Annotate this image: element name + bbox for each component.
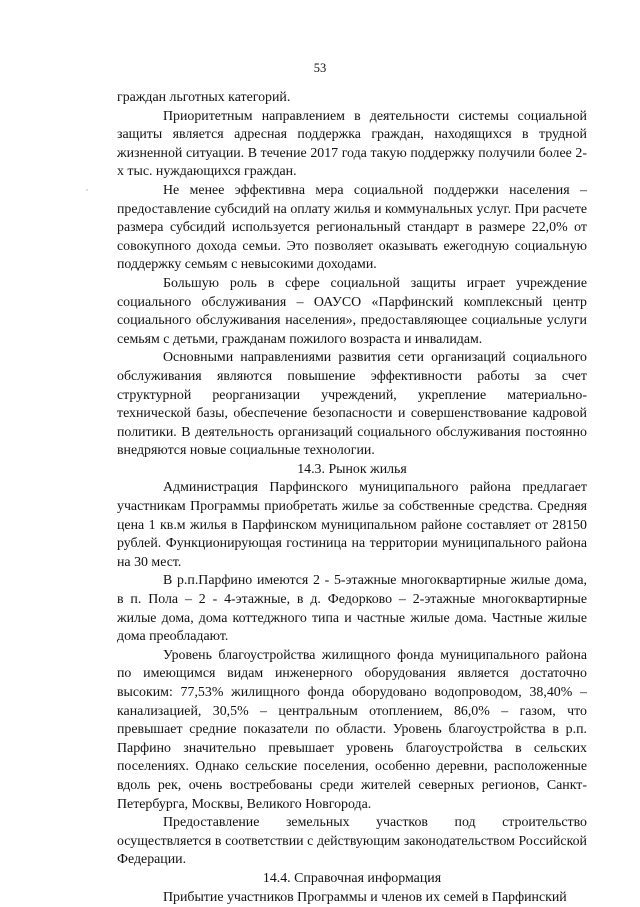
section-heading-housing-market: 14.3. Рынок жилья [297,461,407,477]
paragraph-housing-offer: Администрация Парфинского муниципального района предлагает участникам Программы приобретать жилье за собственные средства. Средняя цена 1 кв.м жилья в Парфинском муниципальном районе составляет от 28150 рублей. Функционирующая гостиница на территории муниципального района на 30 мест. [117,480,587,570]
paragraph-targeted-support: Приоритетным направлением в деятельности системы социальной защиты является адресная поддержка граждан, находящихся в трудной жизненной ситуации. В течение 2017 года такую поддержку получили более 2-х тыс. нуждающихся граждан. [117,108,587,180]
paragraph-social-service-center: Большую роль в сфере социальной защиты играет учреждение социального обслуживания – ОАУСО «Парфинский комплексный центр социального обслуживания населения», предоставляющее социальные услуги семьям с детьми, гражданам пожилого возраста и инвалидам. [117,275,587,347]
paragraph-land-plots: Предоставление земельных участков под строительство осуществляется в соответствии с действующим законодательством Российской Федерации. [117,815,587,868]
page-body [117,89,587,907]
scan-mark: , [86,183,88,192]
paragraph-arrival: Прибытие участников Программы и членов их семей в Парфинский [163,889,567,905]
paragraph-continuation: граждан льготных категорий. [117,90,291,105]
paragraph-amenities-level: Уровень благоустройства жилищного фонда муниципального района по имеющимся видам инженерного оборудования является достаточно высоким: 77,53% жилищного фонда оборудовано водопроводом, 38,40% – канализацией, 30,5% – центральным отоплением, 86,0% – газом, что превышает средние показатели по области. Уровень благоустройства в р.п. Парфино значительно превышает уровень благоустройства в сельских поселениях. Однако сельские поселения, особенно деревни, расположенные вдоль рек, очень востребованы среди жителей северных регионов, Санкт-Петербурга, Москвы, Великого Новгорода. [117,647,587,812]
page-number: 53 [313,61,327,75]
paragraph-housing-subsidies: Не менее эффективна мера социальной поддержки населения – предоставление субсидий на оплату жилья и коммунальных услуг. При расчете размера субсидий используется региональный стандарт в размере 22,0% от совокупного дохода семьи. Это позволяет оказывать ежегодную социальную поддержку семьям с невысокими доходами. [117,182,587,273]
section-heading-reference-info: 14.4. Справочная информация [262,870,442,886]
paragraph-housing-stock: В р.п.Парфино имеются 2 - 5-этажные многоквартирные жилые дома, в п. Пола – 2 - 4-этажные, в д. Федорково – 2-этажные многоквартирные жилые дома, дома коттеджного типа и частные жилые дома. Частные жилые дома преобладают. [117,573,587,645]
paragraph-development-directions: Основными направлениями развития сети организаций социального обслуживания являются повышение эффективности работы за счет структурной реорганизации учреждений, укрепление материально-технической базы, обеспечение безопасности и совершенствование кадровой политики. В деятельность организаций социального обслуживания постоянно внедряются новые социальные технологии. [117,350,587,459]
